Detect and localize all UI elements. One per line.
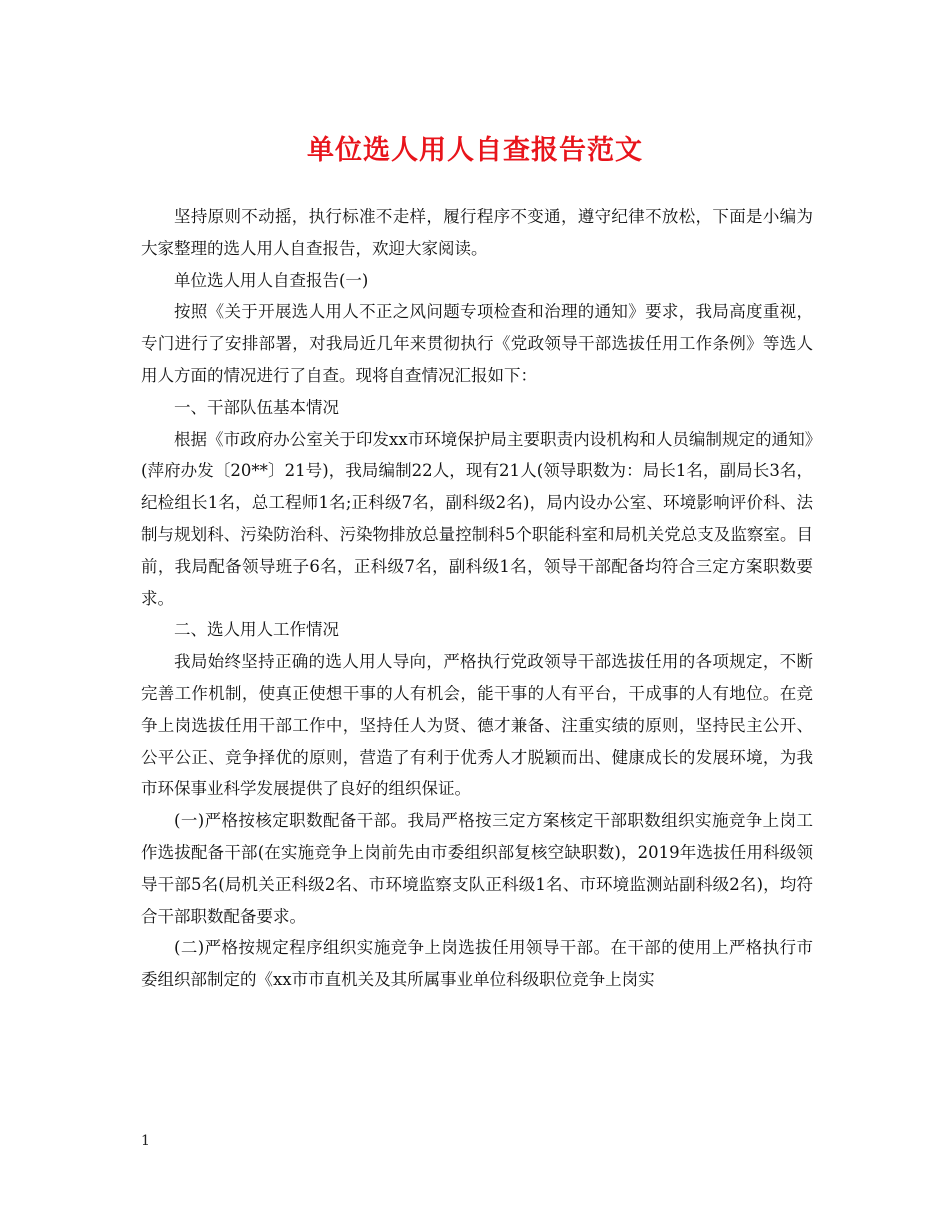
paragraph-report-heading: 单位选人用人自查报告(一) <box>174 270 369 290</box>
section-heading-basic-situation: 一、干部队伍基本情况 <box>174 397 339 417</box>
document-title: 单位选人用人自查报告范文 <box>307 135 643 166</box>
paragraph-item-one: (一)严格按核定职数配备干部。我局严格按三定方案核定干部职数组织实施竞争上岗工作选拔配备干部(在实施竞争上岗前先由市委组织部复核空缺职数)，2019年选拔任用科级领导干部5名(局机关正科级2名、市环境监察支队正科级1名、市环境监测站副科级2名)，均符合干部职数配备要求。 <box>141 811 813 926</box>
page-number: 1 <box>141 1133 150 1149</box>
paragraph-notice-requirement: 按照《关于开展选人用人不正之风问题专项检查和治理的通知》要求，我局高度重视，专门进行了安排部署，对我局近几年来贯彻执行《党政领导干部选拔任用工作条例》等选人用人方面的情况进行了自查。现将自查情况汇报如下： <box>141 302 813 385</box>
paragraph-intro: 坚持原则不动摇，执行标准不走样，履行程序不变通，遵守纪律不放松，下面是小编为大家整理的选人用人自查报告，欢迎大家阅读。 <box>141 207 813 258</box>
paragraph-staffing: 根据《市政府办公室关于印发xx市环境保护局主要职责内设机构和人员编制规定的通知》(萍府办发〔20**〕21号)，我局编制22人，现有21人(领导职数为：局长1名，副局长3名，纪检组长1名，总工程师1名;正科级7名，副科级2名)，局内设办公室、环境影响评价科、法制与规划科、污染防治科、污染物排放总量控制科5个职能科室和局机关党总支及监察室。目前，我局配备领导班子6名，正科级7名，副科级1名，领导干部配备均符合三定方案职数要求。 <box>141 429 813 608</box>
document-body <box>141 201 813 996</box>
section-heading-selection-work: 二、选人用人工作情况 <box>174 620 339 640</box>
paragraph-item-two: (二)严格按规定程序组织实施竞争上岗选拔任用领导干部。在干部的使用上严格执行市委组织部制定的《xx市市直机关及其所属事业单位科级职位竞争上岗实 <box>141 938 813 990</box>
paragraph-selection-principles: 我局始终坚持正确的选人用人导向，严格执行党政领导干部选拔任用的各项规定，不断完善工作机制，使真正使想干事的人有机会，能干事的人有平台，干成事的人有地位。在竞争上岗选拔任用干部工作中，坚持任人为贤、德才兼备、注重实绩的原则，坚持民主公开、公平公正、竞争择优的原则，营造了有利于优秀人才脱颖而出、健康成长的发展环境，为我市环保事业科学发展提供了良好的组织保证。 <box>141 652 813 799</box>
